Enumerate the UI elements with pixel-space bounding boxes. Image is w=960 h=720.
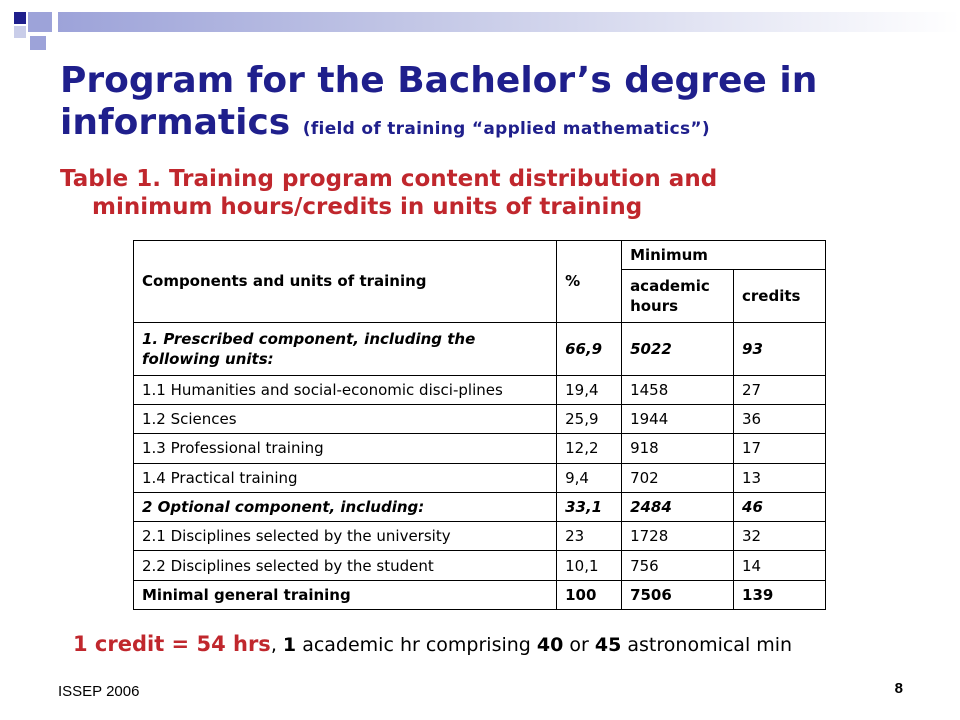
decor-square-lavender (28, 12, 52, 32)
row-credits: 36 (734, 404, 826, 433)
row-label: 2 Optional component, including: (134, 492, 557, 521)
credit-note (73, 632, 933, 656)
decor-square-pale (14, 26, 26, 38)
caption-line-1: Table 1. Training program content distribution and (60, 166, 718, 192)
row-hours: 1458 (622, 375, 734, 404)
table-row (134, 522, 826, 551)
caption-line-2: minimum hours/credits in units of training (92, 194, 643, 220)
row-credits: 27 (734, 375, 826, 404)
row-credits: 13 (734, 463, 826, 492)
training-table (133, 240, 826, 610)
row-hours: 1728 (622, 522, 734, 551)
note-text-a: academic hr comprising (302, 634, 531, 656)
note-45: 45 (594, 634, 622, 656)
table-header-row (134, 241, 826, 270)
table-row (134, 492, 826, 521)
row-label: 2.2 Disciplines selected by the student (134, 551, 557, 580)
header-gradient-bar (58, 12, 960, 32)
row-hours: 5022 (622, 322, 734, 375)
table-row (134, 463, 826, 492)
header-academic-hours: academic hours (622, 270, 734, 323)
row-label: 1.4 Practical training (134, 463, 557, 492)
header-percent: % (557, 241, 622, 323)
row-percent: 66,9 (557, 322, 622, 375)
header-components: Components and units of training (134, 241, 557, 323)
note-comma: , (270, 634, 277, 656)
row-hours: 702 (622, 463, 734, 492)
row-percent: 33,1 (557, 492, 622, 521)
table-row (134, 580, 826, 609)
header-credits: credits (734, 270, 826, 323)
row-hours: 2484 (622, 492, 734, 521)
row-hours: 918 (622, 434, 734, 463)
note-40: 40 (536, 634, 564, 656)
row-hours: 1944 (622, 404, 734, 433)
table-caption (60, 165, 920, 221)
row-percent: 25,9 (557, 404, 622, 433)
row-label: 1.2 Sciences (134, 404, 557, 433)
table-row (134, 322, 826, 375)
note-text-b: astronomical min (627, 634, 793, 656)
row-percent: 23 (557, 522, 622, 551)
row-credits: 139 (734, 580, 826, 609)
note-one: 1 (282, 634, 297, 656)
decor-square-lavender-small (30, 36, 46, 50)
row-percent: 12,2 (557, 434, 622, 463)
page-number: 8 (894, 680, 903, 697)
table-row (134, 434, 826, 463)
row-label: 2.1 Disciplines selected by the university (134, 522, 557, 551)
row-label: 1. Prescribed component, including the following units: (134, 322, 557, 375)
row-credits: 14 (734, 551, 826, 580)
header-minimum: Minimum (622, 241, 826, 270)
row-label: Minimal general training (134, 580, 557, 609)
row-percent: 100 (557, 580, 622, 609)
slide-title-sub: (field of training “applied mathematics”) (302, 119, 710, 139)
row-hours: 7506 (622, 580, 734, 609)
row-percent: 9,4 (557, 463, 622, 492)
row-credits: 17 (734, 434, 826, 463)
footer-conference: ISSEP 2006 (58, 683, 140, 700)
row-label: 1.1 Humanities and social-economic disci-plines (134, 375, 557, 404)
row-credits: 32 (734, 522, 826, 551)
slide-title (60, 60, 940, 150)
row-credits: 93 (734, 322, 826, 375)
row-hours: 756 (622, 551, 734, 580)
decor-square-navy (14, 12, 26, 24)
slide-title-main: Program for the Bachelor’s degree in informatics (60, 60, 818, 143)
row-percent: 10,1 (557, 551, 622, 580)
row-label: 1.3 Professional training (134, 434, 557, 463)
credit-equivalence: 1 credit = 54 hrs (73, 632, 271, 656)
table-row (134, 375, 826, 404)
row-percent: 19,4 (557, 375, 622, 404)
table-row (134, 404, 826, 433)
table-row (134, 551, 826, 580)
row-credits: 46 (734, 492, 826, 521)
note-or: or (569, 634, 589, 656)
